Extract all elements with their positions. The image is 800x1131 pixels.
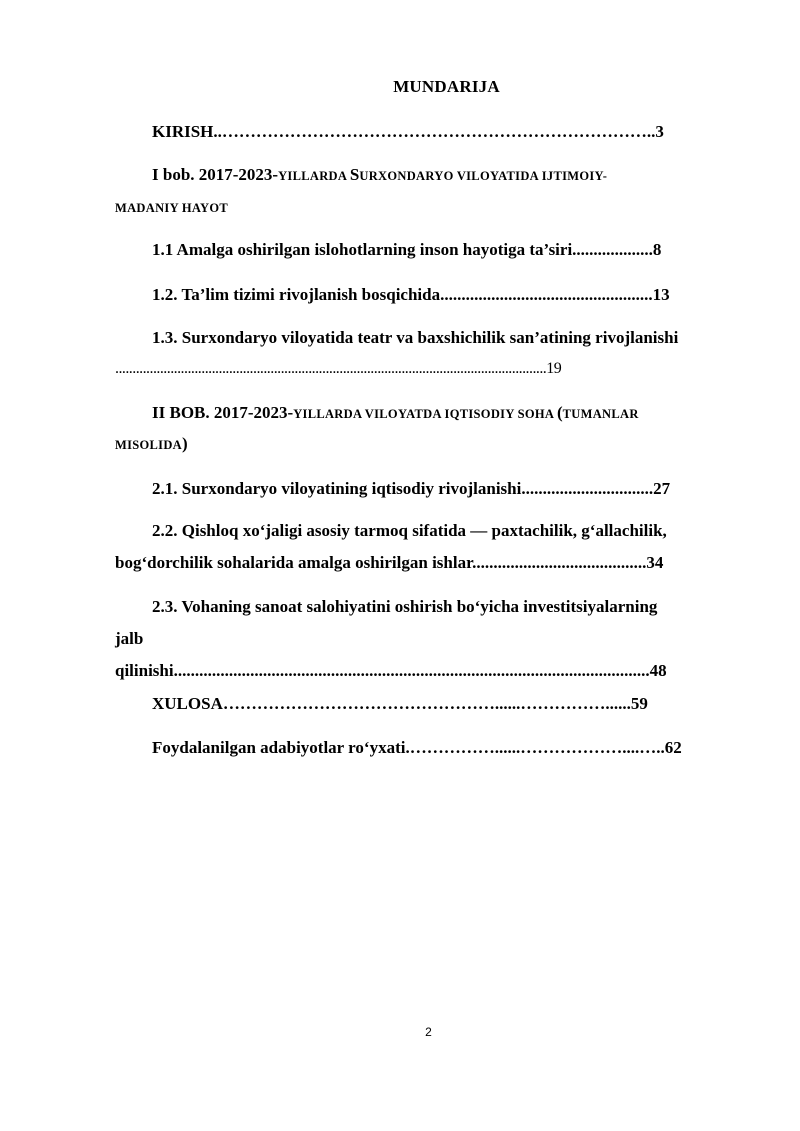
toc-chapter-1-heading [152, 165, 607, 186]
page-number: 2 [425, 1025, 432, 1039]
chapter-2-paren-open: ( [556, 403, 563, 422]
chapter-2-title-rest: TUMANLAR [562, 407, 639, 421]
toc-entry-2-3-line2: jalb [115, 629, 144, 648]
toc-entry-2-3-line3: qilinishi................................................................................................................48 [115, 661, 667, 680]
toc-entry-kirish: KIRISH..…………………………………………………………………..3 [152, 122, 664, 141]
page-title: MUNDARIJA [393, 77, 500, 96]
toc-entry-xulosa: XULOSA…………………………………………......……………......59 [152, 694, 648, 713]
chapter-2-title-line2: MISOLIDA [115, 438, 182, 452]
toc-entry-1-1: 1.1 Amalga oshirilgan islohotlarning inson hayotiga ta’siri...................8 [152, 240, 662, 259]
chapter-2-paren-close: ) [182, 434, 188, 453]
chapter-1-title-rest: URXONDARYO VILOYATIDA IJTIMOIY- [359, 169, 608, 183]
toc-entry-2-2-line1: 2.2. Qishloq xo‘jaligi asosiy tarmoq sifatida — paxtachilik, g‘allachilik, [152, 521, 667, 540]
chapter-1-title-initial: S [349, 165, 360, 184]
toc-entry-2-1: 2.1. Surxondaryo viloyatining iqtisodiy rivojlanishi...............................27 [152, 479, 671, 498]
toc-chapter-2-heading-line2 [115, 434, 188, 455]
toc-entry-2-2-line2: bog‘dorchilik sohalarida amalga oshirilgan ishlar.........................................34 [115, 553, 664, 572]
toc-chapter-2-heading [152, 403, 639, 424]
toc-entry-2-3-line1: 2.3. Vohaning sanoat salohiyatini oshirish bo‘yicha investitsiyalarning [152, 597, 658, 616]
chapter-1-number: I bob. 2017-2023- [152, 165, 279, 184]
toc-entry-1-2: 1.2. Ta’lim tizimi rivojlanish bosqichida..................................................13 [152, 285, 670, 304]
toc-entry-adabiyotlar: Foydalanilgan adabiyotlar ro‘yxati.……………......………………....…..62 [152, 738, 682, 757]
toc-chapter-1-heading-line2: MADANIY HAYOT [115, 201, 229, 215]
chapter-1-title-part: YILLARDA [278, 169, 350, 183]
chapter-2-number: II BOB. 2017-2023- [152, 403, 294, 422]
toc-entry-1-3-leader: .............................................................................................................................19 [115, 360, 562, 377]
chapter-2-title-part: YILLARDA VILOYATDA IQTISODIY SOHA [293, 407, 557, 421]
toc-entry-1-3: 1.3. Surxondaryo viloyatida teatr va baxshichilik san’atining rivojlanishi [152, 328, 679, 347]
